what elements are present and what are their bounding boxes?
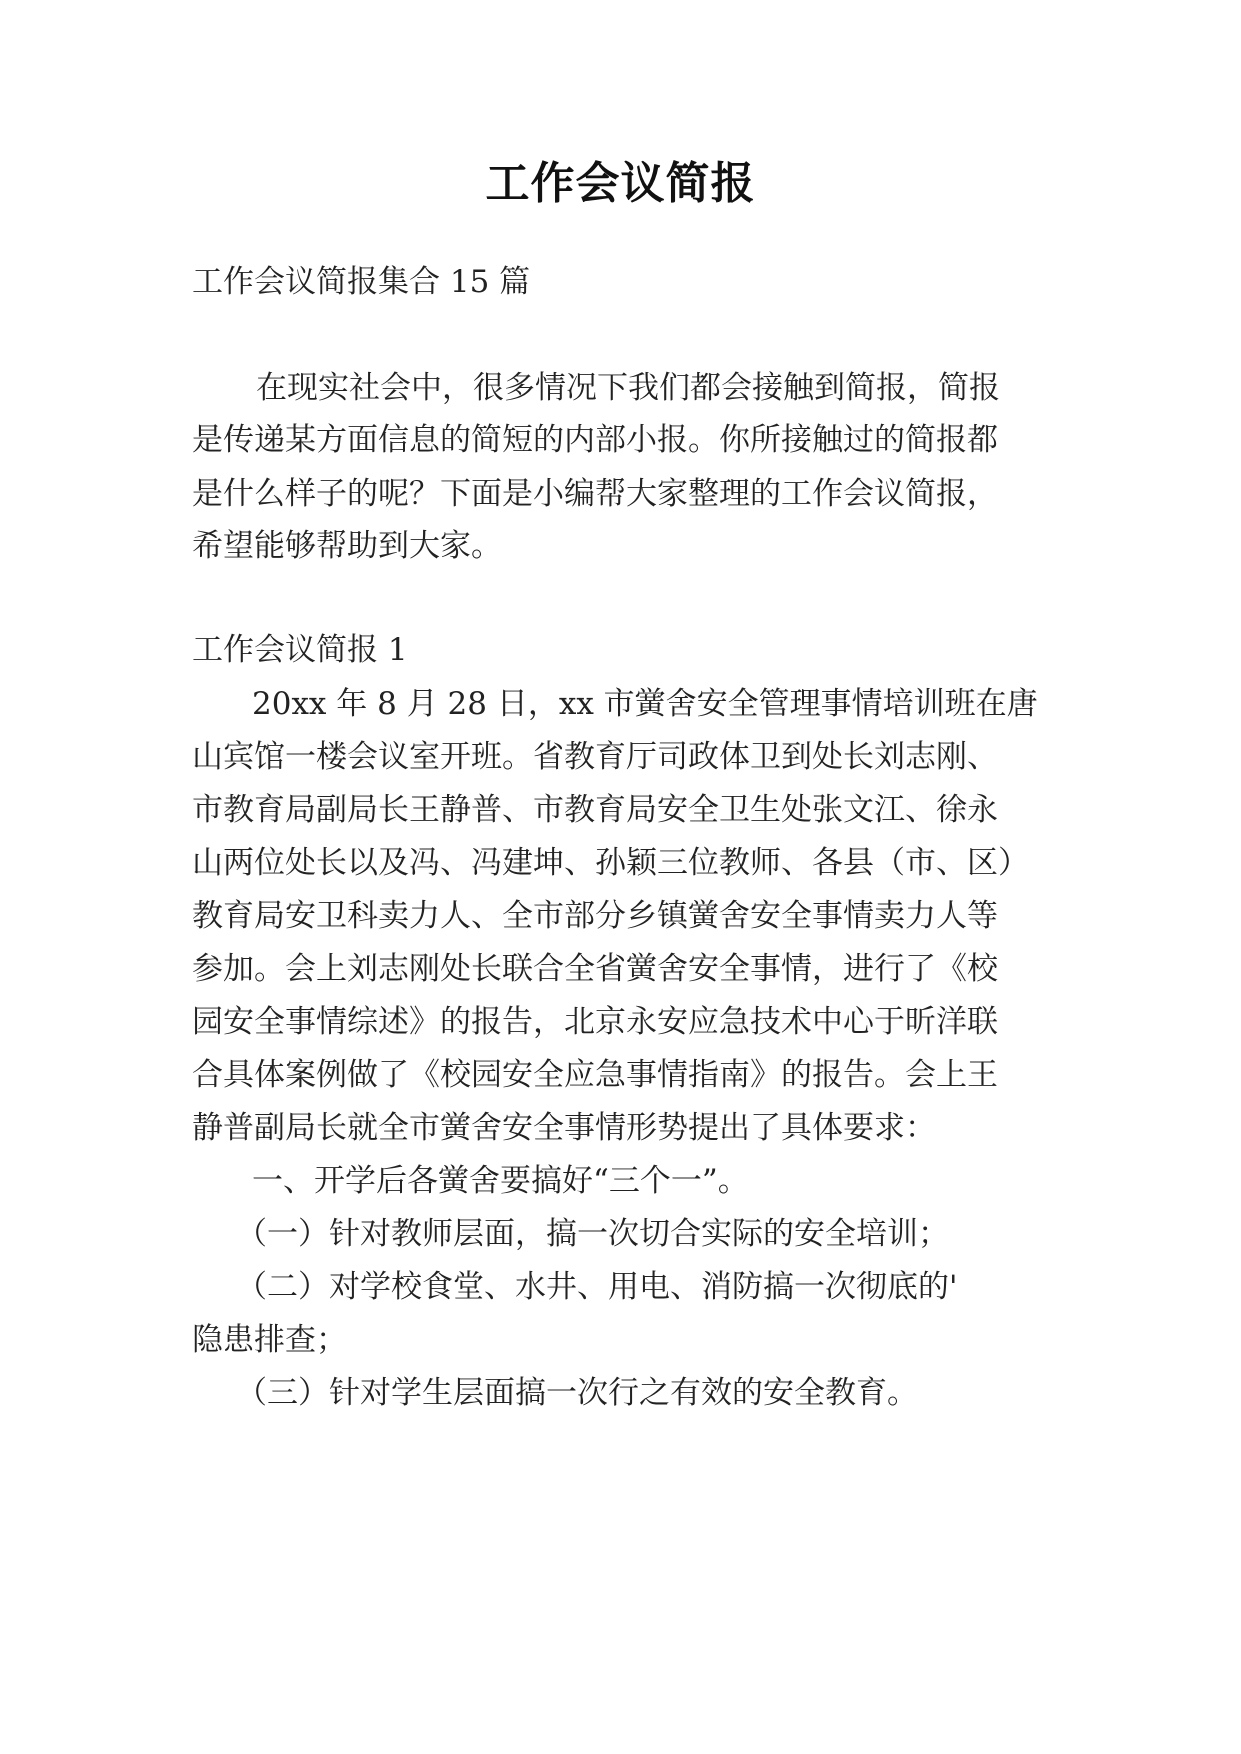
document-title: 工作会议简报	[485, 158, 756, 209]
body-line: 教育局安卫科卖力人、全市部分乡镇黉舍安全事情卖力人等	[192, 898, 998, 934]
list-item: 隐患排查；	[192, 1322, 347, 1358]
body-line: 山宾馆一楼会议室开班。省教育厅司政体卫到处长刘志刚、	[192, 739, 998, 775]
body-line: 参加。会上刘志刚处长联合全省黉舍安全事情，进行了《校	[192, 951, 998, 987]
list-item: （二）对学校食堂、水井、用电、消防搞一次彻底的'	[236, 1269, 958, 1305]
body-line: 静普副局长就全市黉舍安全事情形势提出了具体要求：	[192, 1110, 936, 1146]
intro-line: 在现实社会中，很多情况下我们都会接触到简报，简报	[256, 370, 1000, 406]
list-item: （一）针对教师层面，搞一次切合实际的安全培训；	[236, 1216, 949, 1252]
body-line: 合具体案例做了《校园安全应急事情指南》的报告。会上王	[192, 1057, 998, 1093]
intro-line: 是传递某方面信息的简短的内部小报。你所接触过的简报都	[192, 422, 998, 458]
intro-line: 是什么样子的呢？下面是小编帮大家整理的工作会议简报，	[192, 476, 998, 512]
document-subtitle: 工作会议简报集合 15 篇	[192, 264, 531, 300]
body-line: 市教育局副局长王静普、市教育局安全卫生处张文江、徐永	[192, 792, 998, 828]
body-line: 园安全事情综述》的报告，北京永安应急技术中心于昕洋联	[192, 1004, 998, 1040]
body-line: 山两位处长以及冯、冯建坤、孙颖三位教师、各县（市、区）	[192, 845, 1029, 881]
list-item: 一、开学后各黉舍要搞好“三个一”。	[252, 1163, 749, 1199]
section-heading: 工作会议简报 1	[192, 632, 408, 668]
body-line: 20xx 年 8 月 28 日，xx 市黉舍安全管理事情培训班在唐	[252, 686, 1038, 722]
list-item: （三）针对学生层面搞一次行之有效的安全教育。	[236, 1375, 918, 1411]
intro-line: 希望能够帮助到大家。	[192, 528, 502, 564]
